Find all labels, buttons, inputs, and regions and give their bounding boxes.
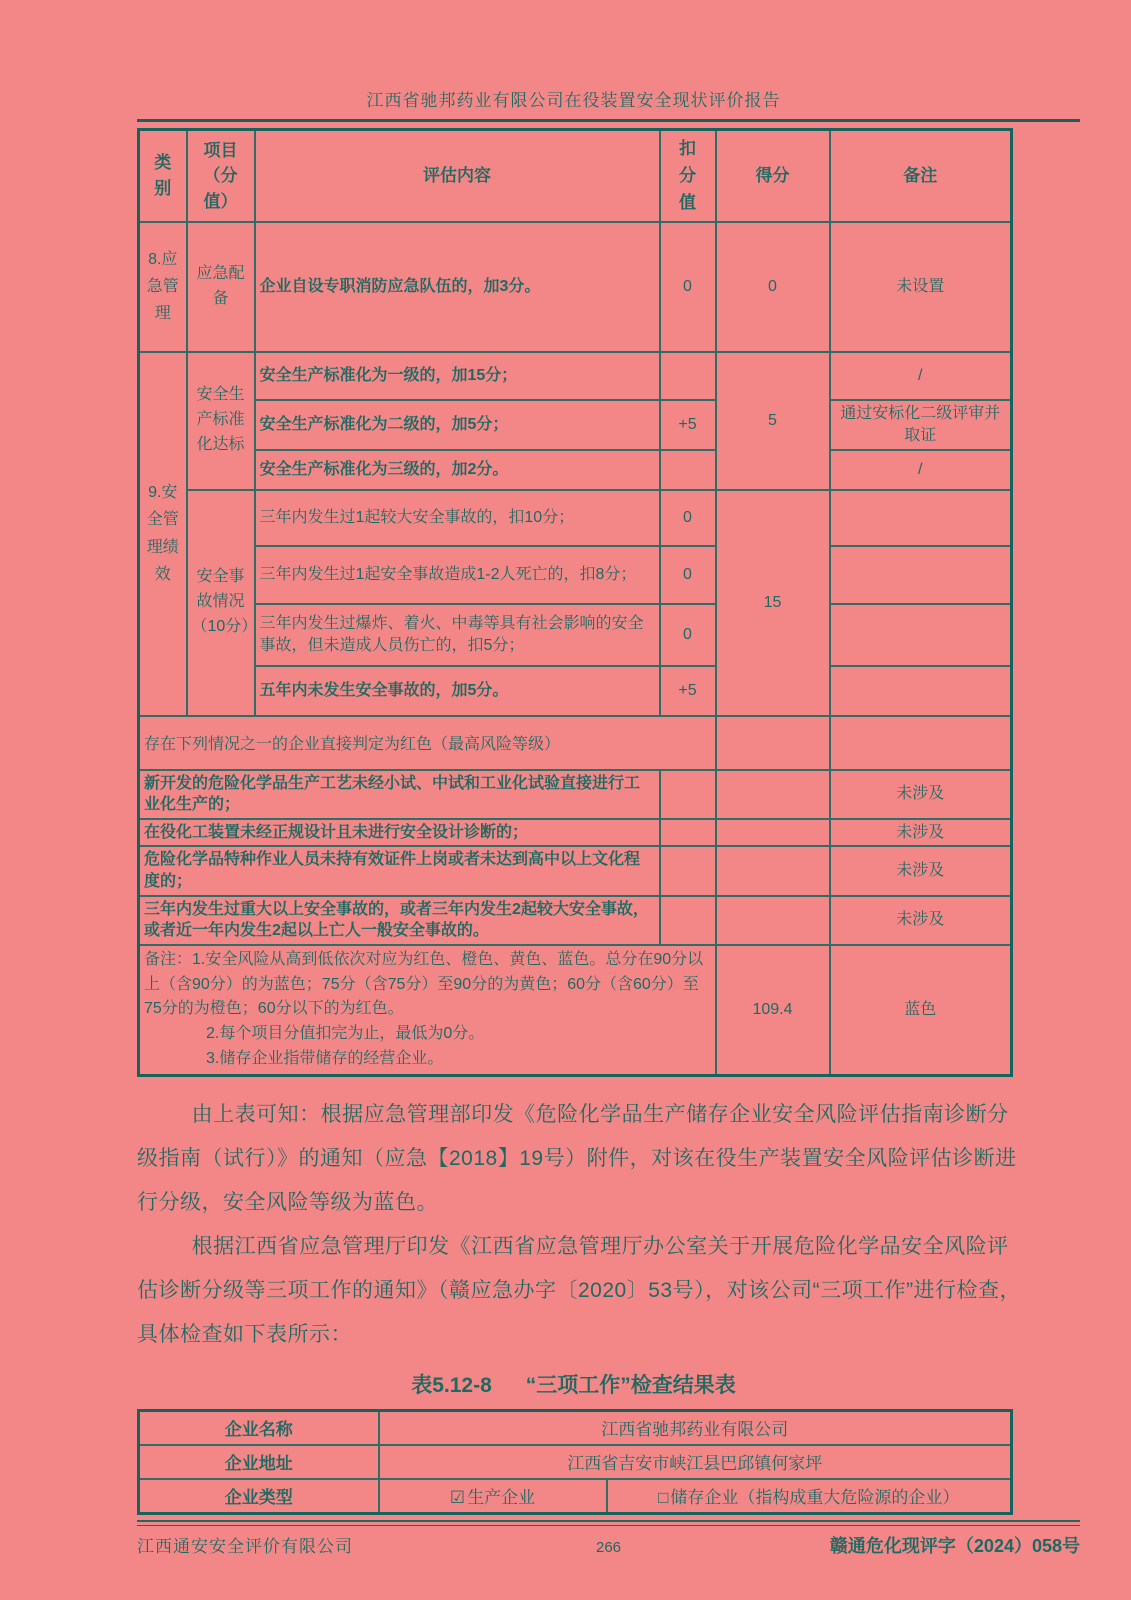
deduction-cell: 0 [660, 222, 716, 352]
table-row [139, 770, 1012, 819]
unchecked-checkbox-icon: □ [658, 1488, 669, 1508]
page-number: 266 [595, 1538, 622, 1556]
content-cell: 五年内未发生安全事故的，加5分。 [255, 666, 660, 716]
note-row [139, 945, 1012, 1075]
info-table-title [137, 1369, 1010, 1399]
table-row [139, 450, 1012, 490]
content-cell: 三年内发生过重大以上安全事故的，或者三年内发生2起较大安全事故，或者近一年内发生2起以上亡人一般安全事故的。 [139, 896, 660, 945]
content-cell: 安全生产标准化为一级的，加15分； [255, 352, 660, 400]
footer-company-name: 江西通安安全评价有限公司 [137, 1536, 353, 1556]
content-cell: 安全生产标准化为三级的，加2分。 [255, 450, 660, 490]
remark-cell: 未设置 [830, 222, 1012, 352]
table-row [139, 490, 1012, 546]
company-address-label: 企业地址 [139, 1445, 379, 1479]
remark-cell: 未涉及 [830, 819, 1012, 847]
remark-cell: 未涉及 [830, 770, 1012, 819]
note-cell [139, 945, 716, 1075]
score-cell: 0 [716, 222, 830, 352]
deduction-cell [660, 450, 716, 490]
remark-cell [830, 666, 1012, 716]
deduction-cell: 0 [660, 546, 716, 604]
remark-cell: 通过安标化二级评审并取证 [830, 400, 1012, 450]
deduction-cell [660, 352, 716, 400]
col-header-category: 类别 [139, 130, 187, 222]
content-cell: 新开发的危险化学品生产工艺未经小试、中试和工业化试验直接进行工业化生产的； [139, 770, 660, 819]
col-header-content: 评估内容 [255, 130, 660, 222]
remark-cell [830, 546, 1012, 604]
score-table-header-row [139, 130, 1012, 222]
company-type-label: 企业类型 [139, 1479, 379, 1514]
paragraph-conclusion-2: 根据江西省应急管理厅印发《江西省应急管理厅办公室关于开展危险化学品安全风险评估诊断分级等三项工作的通知》（赣应急办字〔2020〕53号），对该公司“三项工作”进行检查，具体检查如下表所示： [137, 1234, 1022, 1346]
table-row [139, 1445, 1012, 1479]
note-line-2: 2.每个项目分值扣完为止，最低为0分。 [206, 1025, 485, 1043]
category-cell: 8.应急管理 [139, 222, 187, 352]
score-cell [716, 770, 830, 819]
category-cell: 9.安全管理绩效 [139, 352, 187, 716]
content-cell: 在役化工装置未经正规设计且未进行安全设计诊断的； [139, 819, 660, 847]
remark-cell [830, 490, 1012, 546]
footer-rule [137, 1520, 1080, 1526]
checked-checkbox-icon: ☑ [449, 1488, 466, 1508]
table-row [139, 400, 1012, 450]
company-type-storage-option [607, 1479, 1012, 1514]
table-row [139, 604, 1012, 666]
remark-cell: 未涉及 [830, 896, 1012, 945]
red-criteria-banner-row [139, 716, 1012, 770]
content-cell: 三年内发生过1起安全事故造成1-2人死亡的，扣8分； [255, 546, 660, 604]
score-cell [716, 896, 830, 945]
remark-cell [830, 716, 1012, 770]
deduction-cell [660, 819, 716, 847]
score-cell: 5 [716, 352, 830, 490]
risk-level-cell: 蓝色 [830, 945, 1012, 1075]
note-line-1: 备注：1.安全风险从高到低依次对应为红色、橙色、黄色、蓝色。总分在90分以上（含90分）的为蓝色；75分（含75分）至90分的为黄色；60分（含60分）至75分的为橙色；60分以下的为红色。 [144, 950, 704, 1018]
deduction-cell [660, 770, 716, 819]
note-line-3: 3.储存企业指带储存的经营企业。 [206, 1049, 444, 1067]
company-name-value: 江西省驰邦药业有限公司 [379, 1410, 1012, 1445]
table-row [139, 352, 1012, 400]
total-score-cell: 109.4 [716, 945, 830, 1075]
deduction-cell: +5 [660, 400, 716, 450]
score-cell [716, 819, 830, 847]
remark-cell: / [830, 450, 1012, 490]
col-header-item: 项目（分值） [187, 130, 255, 222]
table-row [139, 546, 1012, 604]
company-address-value: 江西省吉安市峡江县巴邱镇何家坪 [379, 1445, 1012, 1479]
info-table-number: 表5.12-8 [411, 1373, 492, 1397]
table-row [139, 1410, 1012, 1445]
red-criteria-banner: 存在下列情况之一的企业直接判定为红色（最高风险等级） [139, 716, 716, 770]
table-row [139, 896, 1012, 945]
col-header-deduction: 扣分值 [660, 130, 716, 222]
storage-option-label: 储存企业（指构成重大危险源的企业） [670, 1488, 960, 1508]
col-header-score: 得分 [716, 130, 830, 222]
remark-cell [830, 604, 1012, 666]
content-cell: 三年内发生过1起较大安全事故的，扣10分； [255, 490, 660, 546]
item-cell: 应急配备 [187, 222, 255, 352]
deduction-cell [660, 846, 716, 895]
remark-cell: 未涉及 [830, 846, 1012, 895]
content-cell: 企业自设专职消防应急队伍的，加3分。 [255, 222, 660, 352]
deduction-cell: 0 [660, 604, 716, 666]
item-cell: 安全事故情况（10分） [187, 490, 255, 716]
table-row [139, 846, 1012, 895]
page-footer [137, 1532, 1080, 1558]
item-cell: 安全生产标准化达标 [187, 352, 255, 490]
table-row [139, 666, 1012, 716]
remark-cell: / [830, 352, 1012, 400]
score-cell [716, 846, 830, 895]
table-row [139, 222, 1012, 352]
footer-document-number: 赣通危化现评字（2024）058号 [829, 1535, 1080, 1556]
deduction-cell: 0 [660, 490, 716, 546]
deduction-cell [660, 896, 716, 945]
safety-score-table [137, 128, 1013, 1077]
content-cell: 危险化学品特种作业人员未持有效证件上岗或者未达到高中以上文化程度的； [139, 846, 660, 895]
table-row [139, 819, 1012, 847]
score-cell [716, 716, 830, 770]
deduction-cell: +5 [660, 666, 716, 716]
table-row [139, 1479, 1012, 1514]
content-cell: 三年内发生过爆炸、着火、中毒等具有社会影响的安全事故，但未造成人员伤亡的，扣5分； [255, 604, 660, 666]
info-table-caption: “三项工作”检查结果表 [525, 1373, 736, 1397]
content-cell: 安全生产标准化为二级的，加5分； [255, 400, 660, 450]
company-name-label: 企业名称 [139, 1410, 379, 1445]
page-header-title: 江西省驰邦药业有限公司在役装置安全现状评价报告 [366, 91, 781, 110]
score-cell: 15 [716, 490, 830, 716]
header-rule [137, 119, 1080, 122]
three-tasks-check-table [137, 1409, 1013, 1515]
col-header-remark: 备注 [830, 130, 1012, 222]
production-option-label: 生产企业 [467, 1488, 536, 1508]
company-type-production-option [379, 1479, 607, 1514]
paragraph-conclusion-1: 由上表可知：根据应急管理部印发《危险化学品生产储存企业安全风险评估指南诊断分级指南（试行）》的通知（应急【2018】19号）附件，对该在役生产装置安全风险评估诊断进行分级，安全风险等级为蓝色。 [137, 1102, 1017, 1214]
